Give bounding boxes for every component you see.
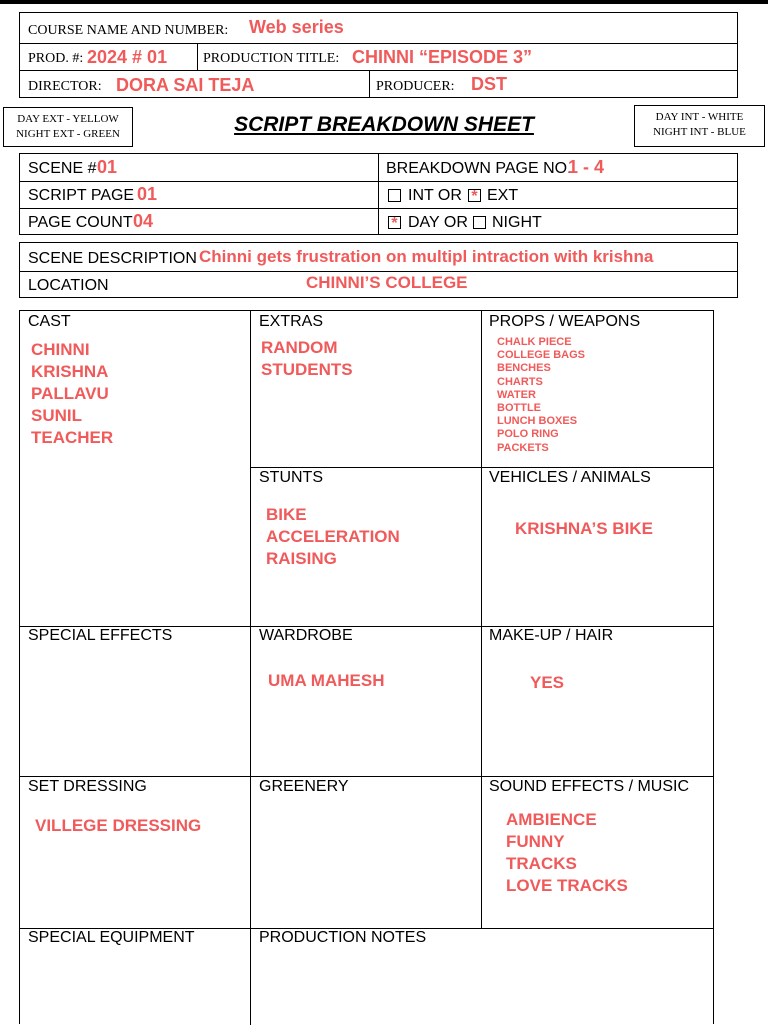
cast-title: CAST: [28, 313, 71, 330]
ext-checkbox[interactable]: *: [468, 189, 481, 202]
location-value: CHINNI’S COLLEGE: [306, 273, 468, 292]
list-item: YES: [530, 673, 565, 692]
list-item: POLO RING: [497, 428, 559, 441]
list-item: WATER: [497, 388, 536, 401]
night-checkbox[interactable]: [473, 216, 486, 229]
production-title-label: PRODUCTION TITLE:: [203, 51, 340, 66]
description-table: [19, 242, 738, 298]
production-notes-title: PRODUCTION NOTES: [259, 929, 427, 946]
course-label: COURSE NAME AND NUMBER:: [28, 23, 229, 38]
int-label: INT OR: [408, 187, 462, 204]
producer-label: PRODUCER:: [376, 79, 455, 94]
script-page-value: 01: [137, 184, 158, 204]
list-item: RANDOM: [261, 338, 338, 357]
list-item: KRISHNA’S BIKE: [515, 519, 653, 538]
list-item: BOTTLE: [497, 402, 541, 415]
night-label: NIGHT: [492, 214, 542, 231]
cast-list: [31, 339, 113, 449]
makeup-title: MAKE-UP / HAIR: [489, 627, 614, 644]
list-item: BIKE: [266, 505, 307, 524]
set-dressing-title: SET DRESSING: [28, 778, 147, 795]
list-item: CHARTS: [497, 375, 543, 388]
vehicles-list: [515, 518, 653, 540]
scene-number-label: SCENE #: [28, 160, 97, 177]
list-item: CHALK PIECE: [497, 336, 572, 348]
makeup-list: [530, 672, 564, 694]
list-item: FUNNY: [506, 832, 565, 851]
set-dressing-list: [35, 815, 201, 837]
prod-label: PROD. #:: [28, 51, 84, 66]
director-value: DORA SAI TEJA: [116, 75, 255, 95]
special-equipment-title: SPECIAL EQUIPMENT: [28, 929, 195, 946]
legend-night-int: NIGHT INT - BLUE: [653, 126, 746, 138]
list-item: CHINNI: [31, 340, 90, 359]
producer-value: DST: [471, 74, 507, 94]
breakdown-grid: [19, 310, 714, 1024]
greenery-title: GREENERY: [259, 778, 349, 795]
list-item: VILLEGE DRESSING: [35, 816, 202, 835]
list-item: KRISHNA: [31, 362, 109, 381]
list-item: TEACHER: [31, 428, 114, 447]
ext-label: EXT: [487, 187, 519, 204]
breakdown-page-label: BREAKDOWN PAGE NO.: [386, 160, 572, 177]
list-item: ACCELERATION: [266, 527, 400, 546]
script-page-label: SCRIPT PAGE: [28, 187, 135, 204]
wardrobe-list: [268, 670, 384, 692]
top-rule: [0, 0, 768, 4]
page-count-label: PAGE COUNT: [28, 214, 133, 231]
extras-title: EXTRAS: [259, 313, 324, 330]
props-title: PROPS / WEAPONS: [489, 313, 641, 330]
int-checkbox[interactable]: [388, 189, 401, 202]
list-item: LUNCH BOXES: [497, 415, 578, 428]
list-item: TRACKS: [506, 854, 577, 873]
director-label: DIRECTOR:: [28, 79, 102, 94]
list-item: BENCHES: [497, 362, 551, 375]
list-item: AMBIENCE: [506, 810, 597, 829]
scene-table: [19, 153, 738, 235]
scene-description-value: Chinni gets frustration on multipl intraction with krishna: [199, 247, 654, 266]
course-value: Web series: [249, 17, 344, 37]
list-item: COLLEGE BAGS: [497, 349, 586, 362]
day-label: DAY OR: [408, 214, 468, 231]
day-checkbox[interactable]: *: [388, 216, 401, 229]
stunts-list: [266, 504, 400, 570]
list-item: PALLAVU: [31, 384, 109, 403]
list-item: UMA MAHESH: [268, 671, 385, 690]
legend-night-ext: NIGHT EXT - GREEN: [16, 128, 120, 140]
scene-number-value: 01: [97, 157, 118, 177]
stunts-title: STUNTS: [259, 469, 323, 486]
special-effects-title: SPECIAL EFFECTS: [28, 627, 173, 644]
sound-title: SOUND EFFECTS / MUSIC: [489, 778, 690, 795]
header-table: [19, 12, 738, 98]
list-item: STUDENTS: [261, 360, 353, 379]
scene-description-label: SCENE DESCRIPTION: [28, 250, 197, 267]
legend-day-int: DAY INT - WHITE: [655, 111, 744, 123]
sheet-title: SCRIPT BREAKDOWN SHEET: [234, 113, 534, 136]
legend-day-ext: DAY EXT - YELLOW: [17, 113, 119, 125]
vehicles-title: VEHICLES / ANIMALS: [489, 469, 651, 486]
props-list: [497, 336, 585, 455]
extras-list: [261, 337, 353, 381]
list-item: LOVE TRACKS: [506, 876, 628, 895]
location-label: LOCATION: [28, 277, 109, 294]
prod-value: 2024 # 01: [87, 47, 168, 67]
list-item: RAISING: [266, 549, 337, 568]
page-count-value: 04: [133, 211, 154, 231]
production-title-value: CHINNI “EPISODE 3”: [352, 47, 533, 67]
list-item: PACKETS: [497, 441, 549, 454]
list-item: SUNIL: [31, 406, 82, 425]
breakdown-page-value: 1 - 4: [568, 157, 605, 177]
wardrobe-title: WARDROBE: [259, 627, 353, 644]
sound-list: [506, 809, 628, 897]
